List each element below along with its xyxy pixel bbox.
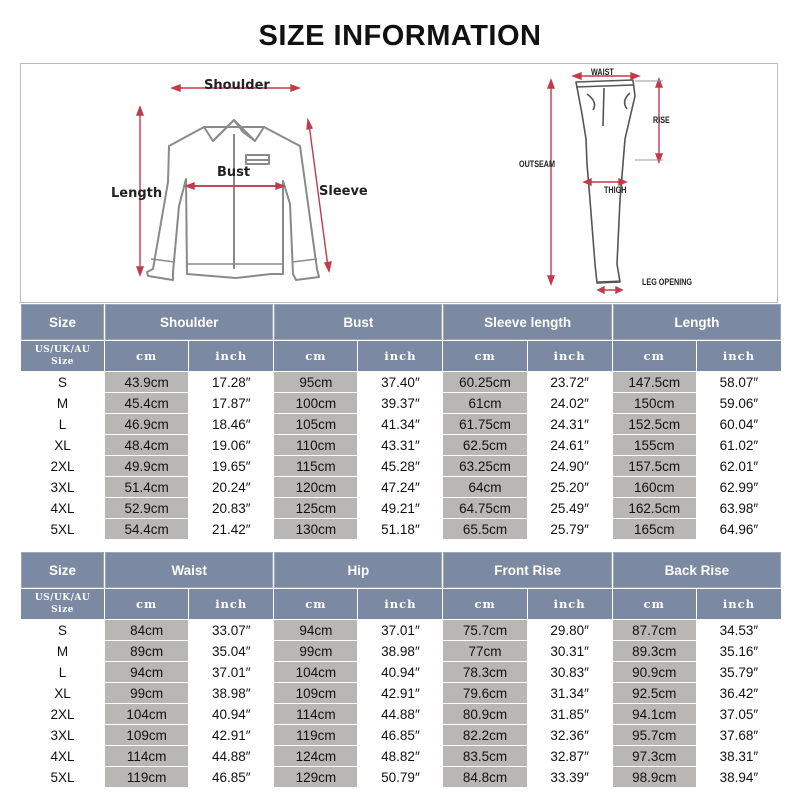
inch-value-cell: 19.65″ [189, 456, 273, 476]
table-row [21, 393, 781, 413]
table-row [21, 683, 781, 703]
cm-value-cell: 60.25cm [443, 372, 526, 392]
inch-value-cell: 50.79″ [358, 767, 442, 787]
size-cell: 2XL [21, 704, 104, 724]
cm-value-cell: 104cm [274, 662, 357, 682]
size-table-bottom [20, 551, 782, 788]
cm-value-cell: 125cm [274, 498, 357, 518]
inch-value-cell: 38.31″ [697, 746, 781, 766]
cm-value-cell: 64.75cm [443, 498, 526, 518]
table-row [21, 767, 781, 787]
unit-inch-header: inch [697, 589, 781, 619]
inch-value-cell: 38.94″ [697, 767, 781, 787]
inch-value-cell: 34.53″ [697, 620, 781, 640]
cm-value-cell: 165cm [613, 519, 696, 539]
inch-value-cell: 37.68″ [697, 725, 781, 745]
table-row [21, 620, 781, 640]
inch-value-cell: 51.18″ [358, 519, 442, 539]
cm-value-cell: 119cm [274, 725, 357, 745]
cm-value-cell: 45.4cm [105, 393, 188, 413]
cm-value-cell: 75.7cm [443, 620, 526, 640]
inch-value-cell: 31.85″ [528, 704, 612, 724]
cm-value-cell: 114cm [274, 704, 357, 724]
thigh-label: THIGH [604, 185, 627, 195]
inch-value-cell: 48.82″ [358, 746, 442, 766]
table-row [21, 435, 781, 455]
cm-value-cell: 90.9cm [613, 662, 696, 682]
table-row [21, 372, 781, 392]
inch-value-cell: 31.34″ [528, 683, 612, 703]
table-row [21, 498, 781, 518]
size-cell: 4XL [21, 746, 104, 766]
size-cell: L [21, 414, 104, 434]
inch-value-cell: 20.83″ [189, 498, 273, 518]
size-cell: 2XL [21, 456, 104, 476]
cm-value-cell: 89.3cm [613, 641, 696, 661]
rise-label: RISE [653, 115, 670, 125]
inch-value-cell: 62.01″ [697, 456, 781, 476]
size-cell: XL [21, 435, 104, 455]
inch-value-cell: 18.46″ [189, 414, 273, 434]
cm-value-cell: 84cm [105, 620, 188, 640]
cm-value-cell: 129cm [274, 767, 357, 787]
inch-value-cell: 25.79″ [528, 519, 612, 539]
cm-value-cell: 99cm [105, 683, 188, 703]
inch-value-cell: 43.31″ [358, 435, 442, 455]
cm-value-cell: 82.2cm [443, 725, 526, 745]
inch-value-cell: 24.02″ [528, 393, 612, 413]
inch-value-cell: 33.39″ [528, 767, 612, 787]
cm-value-cell: 49.9cm [105, 456, 188, 476]
inch-value-cell: 24.61″ [528, 435, 612, 455]
cm-value-cell: 43.9cm [105, 372, 188, 392]
cm-value-cell: 95cm [274, 372, 357, 392]
unit-cm-header: cm [613, 589, 696, 619]
group-header: Shoulder [105, 304, 273, 340]
cm-value-cell: 89cm [105, 641, 188, 661]
table-row [21, 746, 781, 766]
inch-value-cell: 36.42″ [697, 683, 781, 703]
unit-cm-header: cm [443, 341, 526, 371]
table-row [21, 519, 781, 539]
cm-value-cell: 94.1cm [613, 704, 696, 724]
table-row [21, 477, 781, 497]
cm-value-cell: 104cm [105, 704, 188, 724]
table-row [21, 456, 781, 476]
inch-value-cell: 44.88″ [358, 704, 442, 724]
cm-value-cell: 54.4cm [105, 519, 188, 539]
table-row [21, 704, 781, 724]
unit-cm-header: cm [613, 341, 696, 371]
cm-value-cell: 115cm [274, 456, 357, 476]
inch-value-cell: 30.31″ [528, 641, 612, 661]
cm-value-cell: 157.5cm [613, 456, 696, 476]
cm-value-cell: 64cm [443, 477, 526, 497]
cm-value-cell: 65.5cm [443, 519, 526, 539]
cm-value-cell: 62.5cm [443, 435, 526, 455]
inch-value-cell: 20.24″ [189, 477, 273, 497]
shirt-illustration [147, 120, 319, 280]
table-row [21, 641, 781, 661]
unit-inch-header: inch [528, 341, 612, 371]
inch-value-cell: 64.96″ [697, 519, 781, 539]
group-header: Bust [274, 304, 442, 340]
group-header: Sleeve length [443, 304, 611, 340]
inch-value-cell: 47.24″ [358, 477, 442, 497]
cm-value-cell: 83.5cm [443, 746, 526, 766]
size-cell: 4XL [21, 498, 104, 518]
inch-value-cell: 49.21″ [358, 498, 442, 518]
table-row [21, 414, 781, 434]
size-system-label: US/UK/AU Size [21, 341, 104, 371]
size-cell: L [21, 662, 104, 682]
inch-value-cell: 38.98″ [358, 641, 442, 661]
inch-value-cell: 25.49″ [528, 498, 612, 518]
shoulder-label: Shoulder [204, 78, 270, 93]
cm-value-cell: 63.25cm [443, 456, 526, 476]
unit-inch-header: inch [358, 341, 442, 371]
cm-value-cell: 78.3cm [443, 662, 526, 682]
inch-value-cell: 42.91″ [189, 725, 273, 745]
inch-value-cell: 58.07″ [697, 372, 781, 392]
inch-value-cell: 59.06″ [697, 393, 781, 413]
group-header: Waist [105, 552, 273, 588]
inch-value-cell: 24.90″ [528, 456, 612, 476]
cm-value-cell: 51.4cm [105, 477, 188, 497]
cm-value-cell: 98.9cm [613, 767, 696, 787]
size-cell: XL [21, 683, 104, 703]
size-cell: 3XL [21, 725, 104, 745]
cm-value-cell: 61cm [443, 393, 526, 413]
cm-value-cell: 120cm [274, 477, 357, 497]
inch-value-cell: 37.40″ [358, 372, 442, 392]
size-column-header: Size [21, 304, 104, 340]
inch-value-cell: 29.80″ [528, 620, 612, 640]
outseam-label: OUTSEAM [519, 159, 555, 169]
cm-value-cell: 79.6cm [443, 683, 526, 703]
cm-value-cell: 150cm [613, 393, 696, 413]
inch-value-cell: 25.20″ [528, 477, 612, 497]
table-row [21, 662, 781, 682]
size-cell: S [21, 620, 104, 640]
table-unit-header [21, 589, 781, 619]
size-cell: 3XL [21, 477, 104, 497]
size-cell: 5XL [21, 519, 104, 539]
cm-value-cell: 105cm [274, 414, 357, 434]
table-group-header [21, 552, 781, 588]
inch-value-cell: 37.01″ [189, 662, 273, 682]
size-cell: M [21, 393, 104, 413]
cm-value-cell: 124cm [274, 746, 357, 766]
inch-value-cell: 61.02″ [697, 435, 781, 455]
cm-value-cell: 162.5cm [613, 498, 696, 518]
size-cell: 5XL [21, 767, 104, 787]
cm-value-cell: 94cm [105, 662, 188, 682]
inch-value-cell: 32.36″ [528, 725, 612, 745]
group-header: Front Rise [443, 552, 611, 588]
cm-value-cell: 95.7cm [613, 725, 696, 745]
inch-value-cell: 33.07″ [189, 620, 273, 640]
inch-value-cell: 41.34″ [358, 414, 442, 434]
inch-value-cell: 35.79″ [697, 662, 781, 682]
group-header: Back Rise [613, 552, 781, 588]
leg-opening-label: LEG OPENING [642, 277, 693, 287]
inch-value-cell: 39.37″ [358, 393, 442, 413]
unit-inch-header: inch [358, 589, 442, 619]
cm-value-cell: 92.5cm [613, 683, 696, 703]
measure-lines [137, 73, 662, 293]
inch-value-cell: 38.98″ [189, 683, 273, 703]
size-system-label: US/UK/AU Size [21, 589, 104, 619]
bust-label: Bust [217, 165, 251, 180]
table-row [21, 725, 781, 745]
unit-inch-header: inch [697, 341, 781, 371]
cm-value-cell: 61.75cm [443, 414, 526, 434]
cm-value-cell: 52.9cm [105, 498, 188, 518]
inch-value-cell: 23.72″ [528, 372, 612, 392]
unit-inch-header: inch [189, 341, 273, 371]
garment-illustrations [21, 64, 779, 304]
table-group-header [21, 304, 781, 340]
cm-value-cell: 147.5cm [613, 372, 696, 392]
inch-value-cell: 62.99″ [697, 477, 781, 497]
sleeve-label: Sleeve [319, 184, 368, 199]
cm-value-cell: 87.7cm [613, 620, 696, 640]
inch-value-cell: 44.88″ [189, 746, 273, 766]
inch-value-cell: 45.28″ [358, 456, 442, 476]
cm-value-cell: 84.8cm [443, 767, 526, 787]
inch-value-cell: 19.06″ [189, 435, 273, 455]
inch-value-cell: 21.42″ [189, 519, 273, 539]
inch-value-cell: 32.87″ [528, 746, 612, 766]
cm-value-cell: 77cm [443, 641, 526, 661]
cm-value-cell: 94cm [274, 620, 357, 640]
size-cell: S [21, 372, 104, 392]
cm-value-cell: 119cm [105, 767, 188, 787]
inch-value-cell: 40.94″ [358, 662, 442, 682]
size-table-top [20, 303, 782, 540]
inch-value-cell: 17.28″ [189, 372, 273, 392]
inch-value-cell: 17.87″ [189, 393, 273, 413]
cm-value-cell: 48.4cm [105, 435, 188, 455]
page-title: SIZE INFORMATION [258, 20, 542, 52]
cm-value-cell: 155cm [613, 435, 696, 455]
inch-value-cell: 40.94″ [189, 704, 273, 724]
measurement-diagram [20, 63, 778, 303]
inch-value-cell: 60.04″ [697, 414, 781, 434]
inch-value-cell: 42.91″ [358, 683, 442, 703]
unit-inch-header: inch [528, 589, 612, 619]
group-header: Length [613, 304, 781, 340]
length-label: Length [111, 186, 163, 201]
cm-value-cell: 109cm [105, 725, 188, 745]
cm-value-cell: 110cm [274, 435, 357, 455]
inch-value-cell: 35.04″ [189, 641, 273, 661]
cm-value-cell: 80.9cm [443, 704, 526, 724]
inch-value-cell: 63.98″ [697, 498, 781, 518]
size-cell: M [21, 641, 104, 661]
unit-inch-header: inch [189, 589, 273, 619]
cm-value-cell: 99cm [274, 641, 357, 661]
cm-value-cell: 114cm [105, 746, 188, 766]
cm-value-cell: 100cm [274, 393, 357, 413]
table-unit-header [21, 341, 781, 371]
inch-value-cell: 37.01″ [358, 620, 442, 640]
inch-value-cell: 37.05″ [697, 704, 781, 724]
waist-label: WAIST [591, 67, 614, 77]
cm-value-cell: 109cm [274, 683, 357, 703]
unit-cm-header: cm [443, 589, 526, 619]
cm-value-cell: 152.5cm [613, 414, 696, 434]
cm-value-cell: 46.9cm [105, 414, 188, 434]
cm-value-cell: 130cm [274, 519, 357, 539]
unit-cm-header: cm [274, 589, 357, 619]
unit-cm-header: cm [105, 589, 188, 619]
group-header: Hip [274, 552, 442, 588]
inch-value-cell: 46.85″ [358, 725, 442, 745]
unit-cm-header: cm [274, 341, 357, 371]
inch-value-cell: 30.83″ [528, 662, 612, 682]
unit-cm-header: cm [105, 341, 188, 371]
inch-value-cell: 35.16″ [697, 641, 781, 661]
size-column-header: Size [21, 552, 104, 588]
inch-value-cell: 24.31″ [528, 414, 612, 434]
cm-value-cell: 97.3cm [613, 746, 696, 766]
cm-value-cell: 160cm [613, 477, 696, 497]
inch-value-cell: 46.85″ [189, 767, 273, 787]
